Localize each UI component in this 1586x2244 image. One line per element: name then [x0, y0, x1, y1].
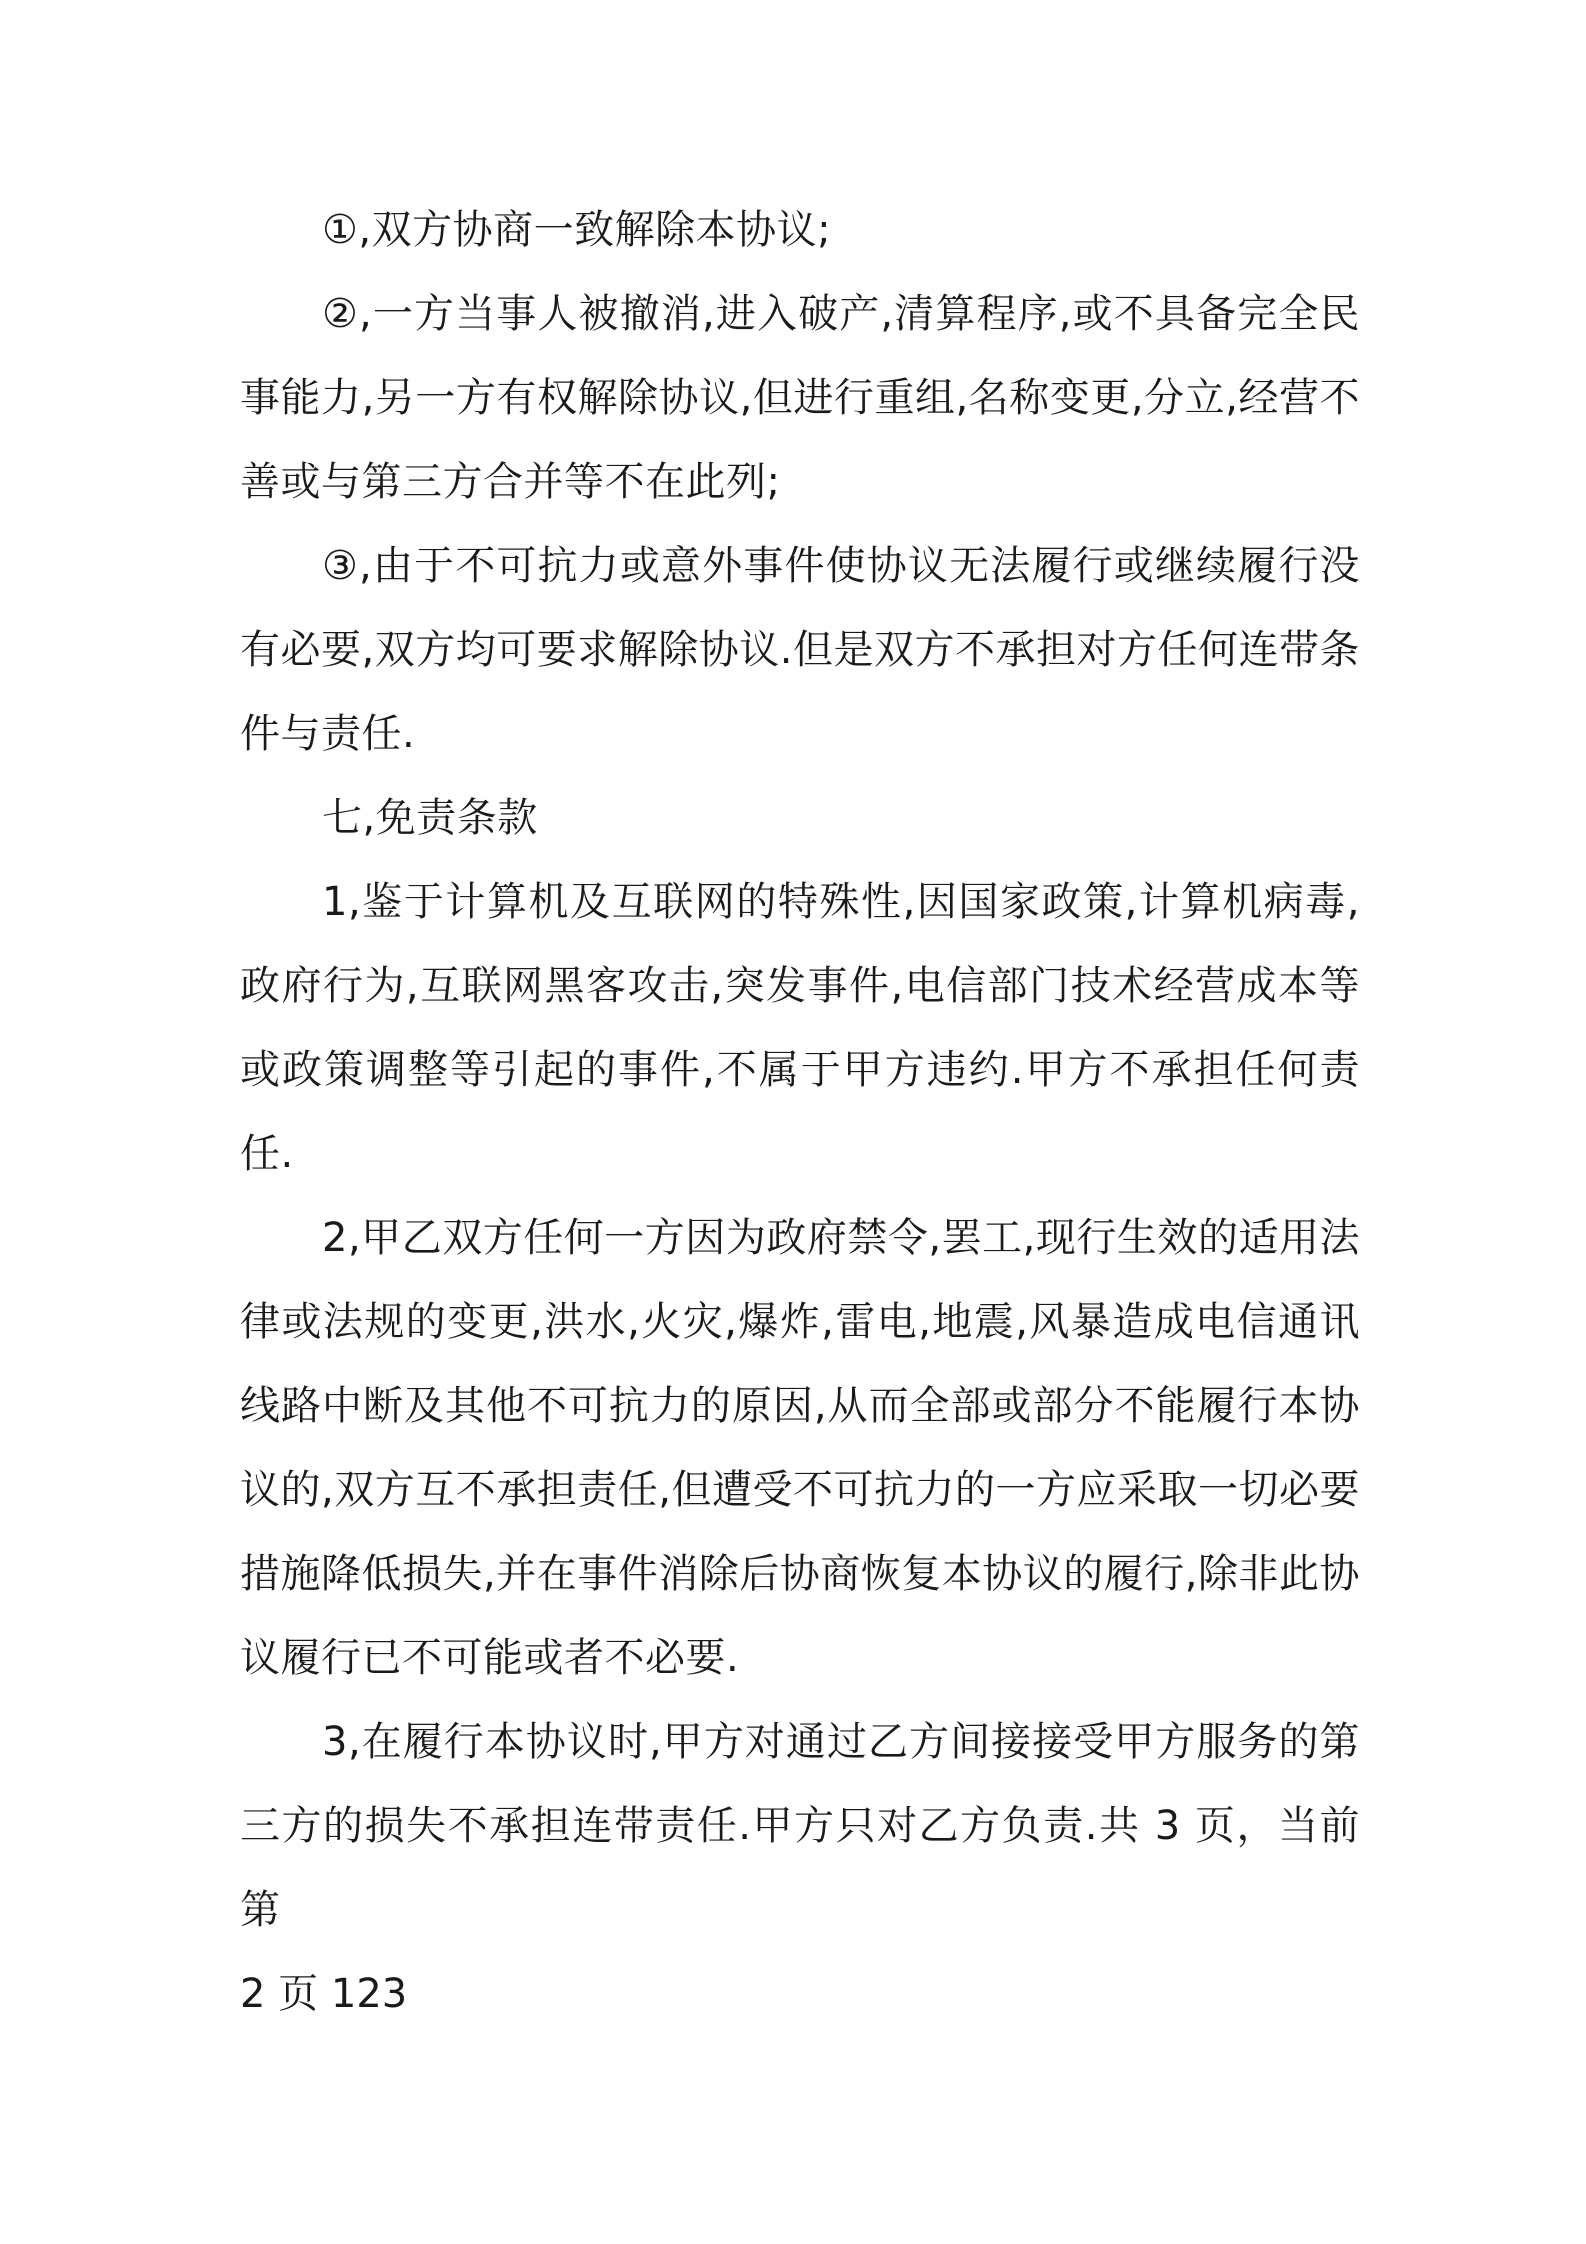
disclaimer-item-2: 2,甲乙双方任何一方因为政府禁令,罢工,现行生效的适用法律或法规的变更,洪水,火灾,爆炸,雷电,地震,风暴造成电信通讯线路中断及其他不可抗力的原因,从而全部或部分不能履行本协议的,双方互不承担责任,但遭受不可抗力的一方应采取一切必要措施降低损失,并在事件消除后协商恢复本协议的履行,除非此协议履行已不可能或者不必要.	[240, 1215, 1360, 1681]
disclaimer-item-3: 3,在履行本协议时,甲方对通过乙方间接接受甲方服务的第三方的损失不承担连带责任.甲方只对乙方负责.共 3 页，当前第	[240, 1719, 1360, 1933]
disclaimer-item-1: 1,鉴于计算机及互联网的特殊性,因国家政策,计算机病毒,政府行为,互联网黑客攻击,突发事件,电信部门技术经营成本等或政策调整等引起的事件,不属于甲方违约.甲方不承担任何责任.	[240, 879, 1360, 1177]
clause-termination-3: ③,由于不可抗力或意外事件使协议无法履行或继续履行没有必要,双方均可要求解除协议.但是双方不承担对方任何连带条件与责任.	[240, 543, 1360, 757]
document-page	[240, 188, 1360, 2036]
section-heading-disclaimer: 七,免责条款	[322, 795, 538, 841]
page-indicator: 2 页 123	[240, 1971, 408, 2017]
clause-termination-1: ①,双方协商一致解除本协议;	[322, 207, 832, 253]
clause-termination-2: ②,一方当事人被撤消,进入破产,清算程序,或不具备完全民事能力,另一方有权解除协议,但进行重组,名称变更,分立,经营不善或与第三方合并等不在此列;	[240, 291, 1360, 505]
